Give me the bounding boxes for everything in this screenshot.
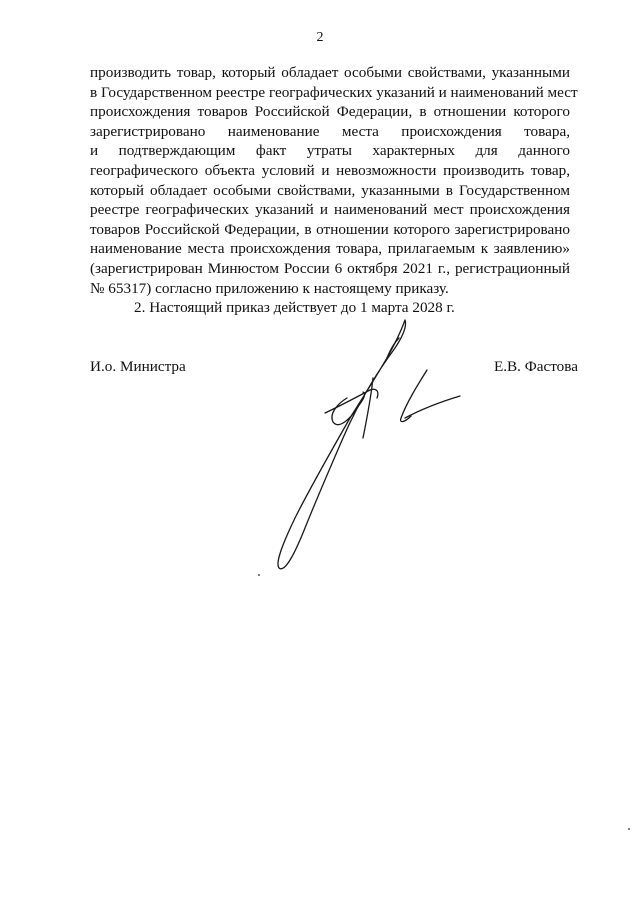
body-line: товаров Российской Федерации, в отношении которого зарегистрировано <box>90 220 570 238</box>
body-line: в Государственном реестре географических указаний и наименований мест <box>90 83 578 101</box>
body-line: зарегистрировано наименование места происхождения товара, <box>90 122 570 140</box>
signatory-name: Е.В. Фастова <box>493 358 578 375</box>
body-line: (зарегистрирован Минюстом России 6 октября 2021 г., регистрационный <box>90 259 570 277</box>
body-line: происхождения товаров Российской Федерации, в отношении которого <box>90 103 570 121</box>
scan-speck <box>258 574 260 576</box>
page-number: 2 <box>316 30 324 45</box>
body-line: который обладает особыми свойствами, указанными в Государственном <box>90 181 570 199</box>
body-line: реестре географических указаний и наименований мест происхождения <box>90 201 570 219</box>
document-body <box>90 63 578 318</box>
scan-speck <box>628 828 630 830</box>
signatory-title: И.о. Министра <box>90 358 186 375</box>
body-line: наименование места происхождения товара, прилагаемым к заявлению» <box>90 240 570 258</box>
body-line: производить товар, который обладает особыми свойствами, указанными <box>90 64 570 81</box>
body-line: № 65317) согласно приложению к настоящему приказу. <box>90 279 449 297</box>
paragraph-item-2: 2. Настоящий приказ действует до 1 марта 2028 г. <box>134 299 455 317</box>
body-line: и подтверждающим факт утраты характерных для данного <box>90 142 570 160</box>
handwritten-signature <box>255 318 475 578</box>
body-line: географического объекта условий и невозможности производить товар, <box>90 161 570 179</box>
